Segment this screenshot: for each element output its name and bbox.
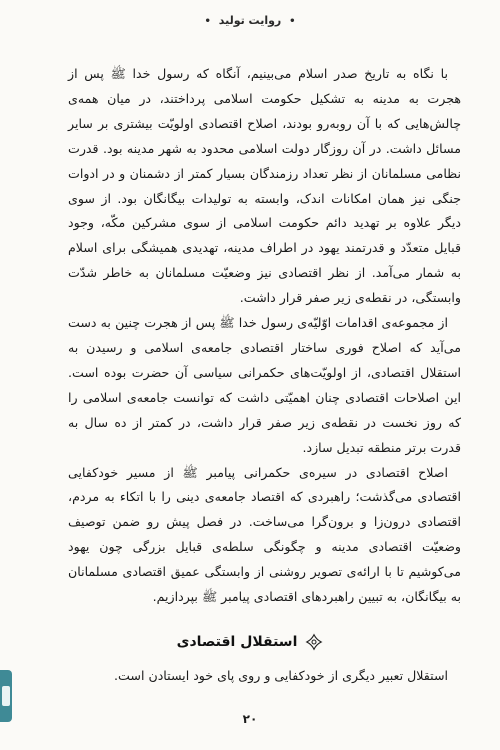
paragraph: با نگاه به تاریخ صدر اسلام می‌بینیم، آنگاه که رسول خدا ﷺ پس از هجرت به مدینه به تشکیل حکومت اسلامی پرداختند، در میان همه‌ی چالش‌هایی که با آن روبه‌رو بودند، اصلاح اقتصادی اولویّت بیشتری بر سایر مسائل داشت. در آن روزگار دولت اسلامی محدود به شهر مدینه بود. قدرت نظامی مسلمانان از نظر تعداد رزمندگان بسیار کمتر از دشمنان و در ادوات جنگی نیز همان امکانات اندک، وابسته به تولیدات بیگانگان بود. از سوی دیگر علاوه بر تهدید دائم حکومت اسلامی از سوی مشرکین مکّه، وجود قبایل متعدّد و قدرتمند یهود در اطراف مدینه، تهدیدی همیشگی برای اسلام به شمار می‌آمد. از نظر اقتصادی نیز وضعیّت مسلمانان به خاطر شدّت وابستگی، در نقطه‌ی زیر صفر قرار داشت. — [68, 66, 461, 306]
paragraph: از مجموعه‌ی اقدامات اوّلیّه‌ی رسول خدا ﷺ پس از هجرت چنین به دست می‌آید که اصلاح فوری ساختار اقتصادی جامعه‌ی اسلامی و رسیدن به استقلال اقتصادی، از اولویّت‌های حکمرانی سیاسی آن حضرت بوده است. این اصلاحات اقتصادی چنان اهمیّتی داشت که توانست جامعه‌ی اسلامی را که روز نخست در نقطه‌ی زیر صفر قرار داشت، در کمتر از ده سال به قدرت برتر منطقه تبدیل سازد. — [68, 315, 461, 455]
closing-paragraph: استقلال تعبیر دیگری از خودکفایی و روی پای خود ایستادن است. — [114, 668, 448, 683]
running-title: روایت تولید — [218, 14, 282, 27]
section-title: استقلال اقتصادی — [176, 634, 298, 650]
paragraph: اصلاح اقتصادی در سیره‌ی حکمرانی پیامبر ﷺ از مسیر خودکفایی اقتصادی می‌گذشت؛ راهبردی که اقتصاد جامعه‌ی دینی را با اتکاء به مردم، اقتصادی درون‌زا و برون‌گرا می‌ساخت. در فصل پیش رو ضمن توصیف وضعیّت اقتصادی مدینه و چگونگی سلطه‌ی قبایل بزرگی چون یهود می‌کوشیم تا با ارائه‌ی تصویر روشنی از وابستگی عمیق اقتصادی مسلمانان به بیگانگان، به تبیین راهبردهای اقتصادی پیامبر ﷺ بپردازیم. — [68, 464, 461, 605]
floral-ornament-icon — [305, 633, 323, 651]
bullet-icon: • — [289, 16, 296, 27]
running-header — [0, 14, 500, 27]
page-number: ۲۰ — [242, 712, 258, 726]
stamp-mark-icon — [2, 686, 10, 706]
body-text — [68, 62, 461, 610]
section-heading — [0, 633, 500, 655]
library-stamp — [0, 670, 12, 722]
bullet-icon: • — [204, 16, 211, 27]
